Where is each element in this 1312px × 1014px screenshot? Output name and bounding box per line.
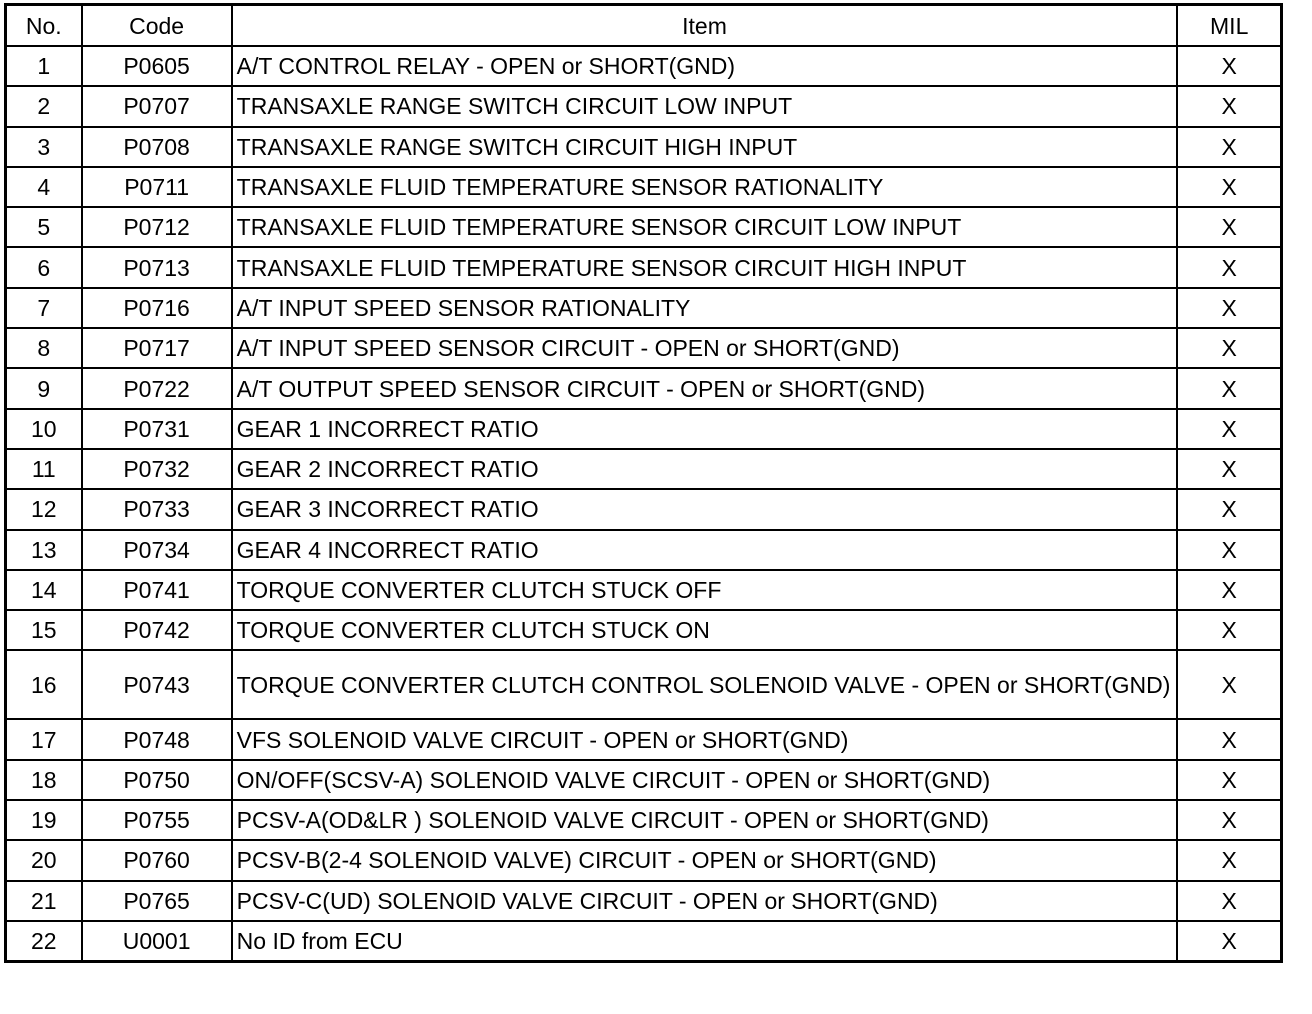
cell-item: TRANSAXLE RANGE SWITCH CIRCUIT HIGH INPUT (232, 127, 1178, 167)
cell-mil: X (1177, 650, 1281, 719)
cell-no: 4 (6, 167, 82, 207)
cell-no: 5 (6, 207, 82, 247)
table-row (6, 881, 1282, 921)
cell-item: A/T OUTPUT SPEED SENSOR CIRCUIT - OPEN or SHORT(GND) (232, 368, 1178, 408)
cell-mil: X (1177, 167, 1281, 207)
cell-no: 6 (6, 247, 82, 287)
cell-no: 13 (6, 530, 82, 570)
cell-mil: X (1177, 86, 1281, 126)
cell-mil: X (1177, 207, 1281, 247)
table-row (6, 368, 1282, 408)
cell-no: 3 (6, 127, 82, 167)
cell-no: 7 (6, 288, 82, 328)
cell-no: 1 (6, 46, 82, 86)
cell-item: PCSV-C(UD) SOLENOID VALVE CIRCUIT - OPEN or SHORT(GND) (232, 881, 1178, 921)
cell-item: A/T CONTROL RELAY - OPEN or SHORT(GND) (232, 46, 1178, 86)
table-row (6, 449, 1282, 489)
table-row (6, 409, 1282, 449)
table-row (6, 247, 1282, 287)
cell-item: TRANSAXLE FLUID TEMPERATURE SENSOR CIRCUIT LOW INPUT (232, 207, 1178, 247)
cell-no: 10 (6, 409, 82, 449)
cell-mil: X (1177, 840, 1281, 880)
cell-no: 14 (6, 570, 82, 610)
table-body (6, 46, 1282, 962)
cell-no: 19 (6, 800, 82, 840)
cell-item: TRANSAXLE FLUID TEMPERATURE SENSOR RATIONALITY (232, 167, 1178, 207)
cell-item: GEAR 2 INCORRECT RATIO (232, 449, 1178, 489)
table-row (6, 86, 1282, 126)
table-header (6, 5, 1282, 47)
cell-mil: X (1177, 760, 1281, 800)
cell-item: A/T INPUT SPEED SENSOR RATIONALITY (232, 288, 1178, 328)
cell-item: TRANSAXLE FLUID TEMPERATURE SENSOR CIRCUIT HIGH INPUT (232, 247, 1178, 287)
cell-code: P0755 (82, 800, 232, 840)
cell-code: P0717 (82, 328, 232, 368)
cell-no: 16 (6, 650, 82, 719)
cell-code: P0732 (82, 449, 232, 489)
cell-code: P0711 (82, 167, 232, 207)
cell-mil: X (1177, 288, 1281, 328)
cell-item: GEAR 4 INCORRECT RATIO (232, 530, 1178, 570)
cell-item: GEAR 3 INCORRECT RATIO (232, 489, 1178, 529)
cell-no: 8 (6, 328, 82, 368)
dtc-table (4, 3, 1283, 963)
table-row (6, 570, 1282, 610)
cell-no: 15 (6, 610, 82, 650)
table-row (6, 840, 1282, 880)
header-no: No. (6, 5, 82, 47)
cell-mil: X (1177, 530, 1281, 570)
table-row (6, 207, 1282, 247)
table-row (6, 489, 1282, 529)
cell-code: P0742 (82, 610, 232, 650)
cell-mil: X (1177, 489, 1281, 529)
cell-item: TRANSAXLE RANGE SWITCH CIRCUIT LOW INPUT (232, 86, 1178, 126)
cell-item: ON/OFF(SCSV-A) SOLENOID VALVE CIRCUIT - OPEN or SHORT(GND) (232, 760, 1178, 800)
table-row (6, 530, 1282, 570)
cell-code: P0731 (82, 409, 232, 449)
header-code: Code (82, 5, 232, 47)
cell-item: TORQUE CONVERTER CLUTCH CONTROL SOLENOID VALVE - OPEN or SHORT(GND) (232, 650, 1178, 719)
cell-mil: X (1177, 610, 1281, 650)
table-row (6, 288, 1282, 328)
cell-no: 21 (6, 881, 82, 921)
table-row (6, 921, 1282, 962)
cell-mil: X (1177, 800, 1281, 840)
cell-code: P0741 (82, 570, 232, 610)
cell-code: P0734 (82, 530, 232, 570)
cell-mil: X (1177, 368, 1281, 408)
cell-no: 20 (6, 840, 82, 880)
table-row (6, 167, 1282, 207)
cell-code: P0750 (82, 760, 232, 800)
cell-no: 9 (6, 368, 82, 408)
table-row (6, 328, 1282, 368)
table-row (6, 760, 1282, 800)
header-row (6, 5, 1282, 47)
cell-mil: X (1177, 719, 1281, 759)
cell-mil: X (1177, 449, 1281, 489)
cell-code: P0712 (82, 207, 232, 247)
cell-code: P0743 (82, 650, 232, 719)
cell-mil: X (1177, 881, 1281, 921)
cell-no: 22 (6, 921, 82, 962)
cell-no: 18 (6, 760, 82, 800)
cell-code: P0716 (82, 288, 232, 328)
table-row (6, 719, 1282, 759)
cell-mil: X (1177, 409, 1281, 449)
cell-item: TORQUE CONVERTER CLUTCH STUCK ON (232, 610, 1178, 650)
cell-item: VFS SOLENOID VALVE CIRCUIT - OPEN or SHORT(GND) (232, 719, 1178, 759)
cell-item: PCSV-B(2-4 SOLENOID VALVE) CIRCUIT - OPEN or SHORT(GND) (232, 840, 1178, 880)
cell-code: P0605 (82, 46, 232, 86)
cell-code: P0765 (82, 881, 232, 921)
table-row (6, 46, 1282, 86)
cell-code: U0001 (82, 921, 232, 962)
cell-code: P0708 (82, 127, 232, 167)
cell-code: P0760 (82, 840, 232, 880)
cell-code: P0707 (82, 86, 232, 126)
cell-code: P0733 (82, 489, 232, 529)
cell-item: No ID from ECU (232, 921, 1178, 962)
cell-mil: X (1177, 921, 1281, 962)
cell-mil: X (1177, 127, 1281, 167)
cell-mil: X (1177, 46, 1281, 86)
cell-no: 17 (6, 719, 82, 759)
cell-no: 2 (6, 86, 82, 126)
cell-item: GEAR 1 INCORRECT RATIO (232, 409, 1178, 449)
cell-code: P0722 (82, 368, 232, 408)
cell-item: A/T INPUT SPEED SENSOR CIRCUIT - OPEN or SHORT(GND) (232, 328, 1178, 368)
cell-code: P0748 (82, 719, 232, 759)
table-row (6, 800, 1282, 840)
table-row (6, 610, 1282, 650)
cell-no: 11 (6, 449, 82, 489)
cell-mil: X (1177, 570, 1281, 610)
cell-no: 12 (6, 489, 82, 529)
table-row (6, 650, 1282, 719)
cell-code: P0713 (82, 247, 232, 287)
table-row (6, 127, 1282, 167)
cell-mil: X (1177, 328, 1281, 368)
cell-item: TORQUE CONVERTER CLUTCH STUCK OFF (232, 570, 1178, 610)
header-item: Item (232, 5, 1178, 47)
header-mil: MIL (1177, 5, 1281, 47)
cell-mil: X (1177, 247, 1281, 287)
cell-item: PCSV-A(OD&LR ) SOLENOID VALVE CIRCUIT - OPEN or SHORT(GND) (232, 800, 1178, 840)
